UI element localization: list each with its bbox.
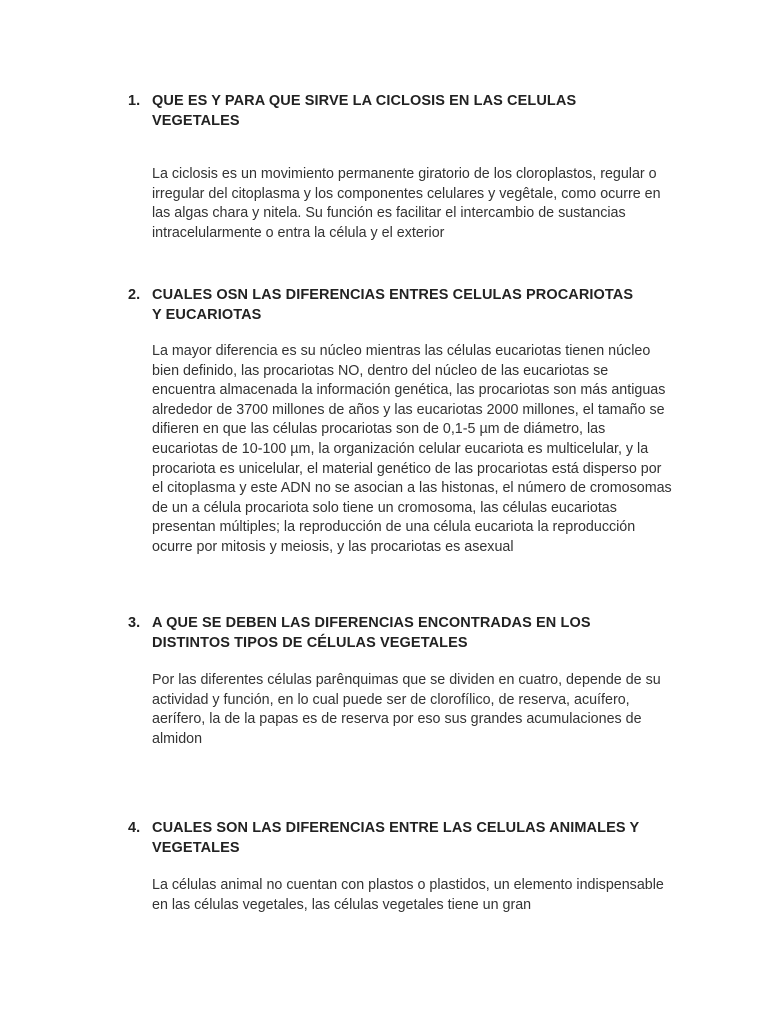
question-answer: Por las diferentes células parênquimas que se dividen en cuatro, depende de su actividad y función, en lo cual puede ser de clorofílico, de reserva, acuífero, aerífero, la de la papas es de reserva por eso sus grandes acumulaciones de almidon: [152, 672, 661, 747]
question-number: 2.: [128, 287, 141, 303]
question-number: 4.: [128, 820, 141, 836]
question-title: A QUE SE DEBEN LAS DIFERENCIAS ENCONTRADAS EN LOS DISTINTOS TIPOS DE CÉLULAS VEGETALES: [152, 615, 591, 651]
question-title: CUALES SON LAS DIFERENCIAS ENTRE LAS CELULAS ANIMALES Y VEGETALES: [152, 820, 639, 856]
question-title: QUE ES Y PARA QUE SIRVE LA CICLOSIS EN LAS CELULAS VEGETALES: [152, 93, 577, 129]
question-answer: La mayor diferencia es su núcleo mientras las células eucariotas tienen núcleo bien definido, las procariotas NO, dentro del núcleo de las eucariotas se encuentra almacenada la información genética, las procariotas son más antiguas alrededor de 3700 millones de años y las eucariotas 2000 millones, el tamaño se difieren en que las células procariotas son de 0,1-5 µm de diámetro, las eucariotas de 10-100 µm, la organización celular eucariota es multicelular, y la procariota es unicelular, el material genético de las procariotas está disperso por el citoplasma y este ADN no se asocian a las histonas, el número de cromosomas de un a célula procariota solo tiene un cromosoma, las células eucariotas presentan múltiples; la reproducción de una célula eucariota la reproducción ocurre por mitosis y meiosis, y las procariotas es asexual: [152, 343, 672, 555]
question-title: CUALES OSN LAS DIFERENCIAS ENTRES CELULAS PROCARIOTAS Y EUCARIOTAS: [152, 287, 634, 323]
question-answer: La células animal no cuentan con plastos o plastidos, un elemento indispensable en las células vegetales, las células vegetales tiene un gran: [152, 877, 664, 913]
question-number: 3.: [128, 615, 141, 631]
question-number: 1.: [128, 93, 141, 109]
question-answer: La ciclosis es un movimiento permanente giratorio de los cloroplastos, regular o irregular del citoplasma y los componentes celulares y vegêtale, como ocurre en las algas chara y nitela. Su función es facilitar el intercambio de sustancias intracelularmente o entra la célula y el exterior: [152, 166, 661, 241]
